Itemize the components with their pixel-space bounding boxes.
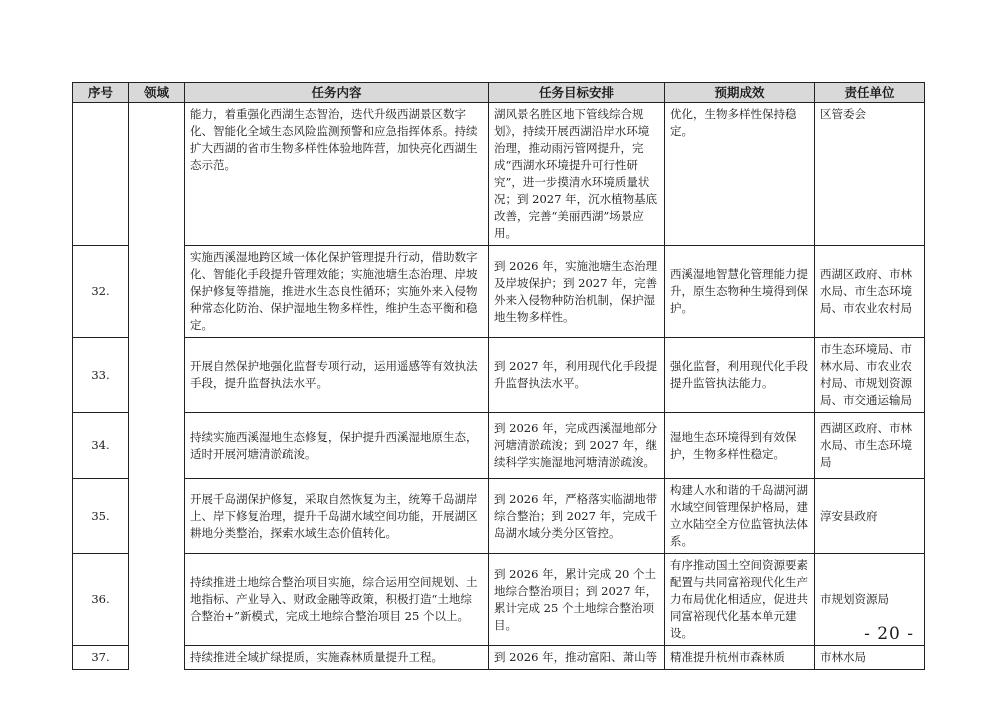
row-seq xyxy=(73,103,129,246)
header-unit: 责任单位 xyxy=(815,83,925,103)
row-outcome: 优化，生物多样性保持稳定。 xyxy=(665,103,815,246)
field-cell xyxy=(129,103,185,670)
row-outcome: 西溪湿地智慧化管理能力提升，原生态物种生境得到保护。 xyxy=(665,246,815,338)
task-table xyxy=(72,82,925,670)
row-outcome: 强化监督，利用现代化手段提升监管执法能力。 xyxy=(665,338,815,413)
row-content: 持续推进全域扩绿提质，实施森林质量提升工程。 xyxy=(185,646,489,670)
row-seq: 37. xyxy=(73,646,129,670)
table-row xyxy=(73,479,925,554)
table-header-row xyxy=(73,83,925,103)
row-unit: 市林水局 xyxy=(815,646,925,670)
header-field: 领域 xyxy=(129,83,185,103)
table-row xyxy=(73,103,925,246)
page-number: - 20 - xyxy=(864,624,914,644)
row-content: 开展自然保护地强化监督专项行动，运用遥感等有效执法手段，提升监督执法水平。 xyxy=(185,338,489,413)
table-row xyxy=(73,413,925,479)
table-row xyxy=(73,646,925,670)
row-target: 到 2026 年，推动富阳、萧山等 xyxy=(489,646,665,670)
table-row xyxy=(73,246,925,338)
row-outcome: 湿地生态环境得到有效保护，生物多样性稳定。 xyxy=(665,413,815,479)
header-outcome: 预期成效 xyxy=(665,83,815,103)
table-row xyxy=(73,554,925,646)
row-unit: 区管委会 xyxy=(815,103,925,246)
row-content: 能力，着重强化西湖生态智治，迭代升级西湖景区数字化、智能化全域生态风险监测预警和应急指挥体系。持续扩大西湖的省市生物多样性体验地阵营，加快亮化西湖生态示范。 xyxy=(185,103,489,246)
row-unit: 市生态环境局、市林水局、市农业农村局、市规划资源局、市交通运输局 xyxy=(815,338,925,413)
row-seq: 36. xyxy=(73,554,129,646)
header-content: 任务内容 xyxy=(185,83,489,103)
row-outcome: 构建人水和谐的千岛湖河湖水域空间管理保护格局，建立水陆空全方位监管执法体系。 xyxy=(665,479,815,554)
row-seq: 34. xyxy=(73,413,129,479)
row-unit: 淳安县政府 xyxy=(815,479,925,554)
row-target: 到 2026 年，实施池塘生态治理及岸坡保护；到 2027 年，完善外来入侵物种防治机制，保护湿地生物多样性。 xyxy=(489,246,665,338)
row-target: 湖风景名胜区地下管线综合规划》，持续开展西湖沿岸水环境治理，推动雨污管网提升，完成“西湖水环境提升可行性研究”，进一步摸清水环境质量状况；到 2027 年，沉水植物基底改善，完善“美丽西湖”场景应用。 xyxy=(489,103,665,246)
row-target: 到 2026 年，严格落实临湖地带综合整治；到 2027 年，完成千岛湖水域分类分区管控。 xyxy=(489,479,665,554)
row-seq: 32. xyxy=(73,246,129,338)
table-row xyxy=(73,338,925,413)
row-outcome: 有序推动国土空间资源要素配置与共同富裕现代化生产力布局优化相适应，促进共同富裕现代化基本单元建设。 xyxy=(665,554,815,646)
row-content: 持续实施西溪湿地生态修复，保护提升西溪湿地原生态，适时开展河塘清淤疏浚。 xyxy=(185,413,489,479)
row-target: 到 2026 年，完成西溪湿地部分河塘清淤疏浚；到 2027 年，继续科学实施湿地河塘清淤疏浚。 xyxy=(489,413,665,479)
row-seq: 35. xyxy=(73,479,129,554)
row-seq: 33. xyxy=(73,338,129,413)
row-unit: 市规划资源局 xyxy=(815,554,925,646)
row-content: 开展千岛湖保护修复，采取自然恢复为主，统筹千岛湖岸上、岸下修复治理，提升千岛湖水域空间功能，开展湖区耕地分类整治，探索水域生态价值转化。 xyxy=(185,479,489,554)
row-unit: 西湖区政府、市林水局、市生态环境局 xyxy=(815,413,925,479)
row-outcome: 精准提升杭州市森林质 xyxy=(665,646,815,670)
row-target: 到 2027 年，利用现代化手段提升监督执法水平。 xyxy=(489,338,665,413)
row-unit: 西湖区政府、市林水局、市生态环境局、市农业农村局 xyxy=(815,246,925,338)
row-target: 到 2026 年，累计完成 20 个土地综合整治项目；到 2027 年，累计完成 25 个土地综合整治项目。 xyxy=(489,554,665,646)
header-target: 任务目标安排 xyxy=(489,83,665,103)
row-content: 持续推进土地综合整治项目实施，综合运用空间规划、土地指标、产业导入、财政金融等政策，积极打造“土地综合整治+”新模式，完成土地综合整治项目 25 个以上。 xyxy=(185,554,489,646)
row-content: 实施西溪湿地跨区域一体化保护管理提升行动，借助数字化、智能化手段提升管理效能；实施池塘生态治理、岸坡保护修复等措施，推进水生态良性循环；实施外来入侵物种常态化防治、保护湿地生物多样性，维护生态平衡和稳定。 xyxy=(185,246,489,338)
header-seq: 序号 xyxy=(73,83,129,103)
